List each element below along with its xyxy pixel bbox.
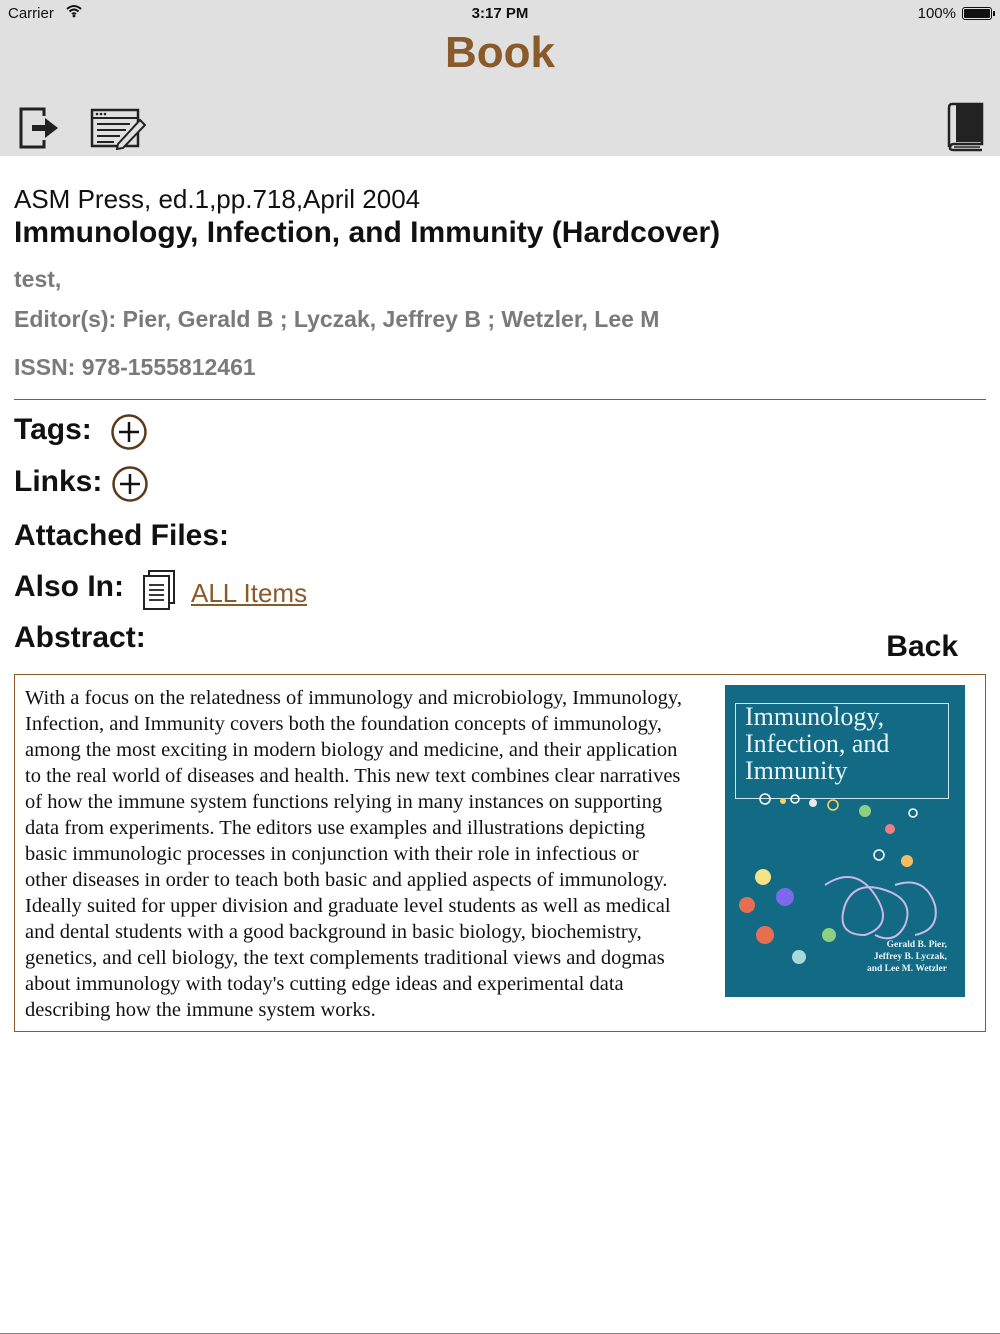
cover-title: Immunology, Infection, and Immunity bbox=[745, 702, 890, 785]
editors: Editor(s): Pier, Gerald B ; Lyczak, Jeffrey B ; Wetzler, Lee M bbox=[14, 306, 660, 332]
battery-percentage: 100% bbox=[917, 5, 956, 22]
book-title: Immunology, Infection, and Immunity (Hardcover) bbox=[14, 216, 721, 249]
divider bbox=[14, 399, 986, 400]
publication-info: ASM Press, ed.1,pp.718,April 2004 bbox=[14, 184, 421, 214]
cover-author-line: Jeffrey B. Lyczak, bbox=[873, 952, 947, 962]
back-button[interactable]: Back bbox=[886, 630, 958, 663]
document-icon bbox=[142, 569, 176, 611]
library-button[interactable] bbox=[946, 102, 986, 150]
abstract-panel bbox=[14, 674, 986, 1032]
cover-authors bbox=[867, 939, 947, 975]
also-in-label: Also In: bbox=[14, 570, 124, 603]
navigation-bar bbox=[0, 0, 1000, 156]
book-cover-image bbox=[725, 685, 965, 997]
links-label: Links: bbox=[14, 465, 103, 498]
all-items-link[interactable]: ALL Items bbox=[191, 578, 308, 608]
status-bar bbox=[0, 0, 1000, 28]
issn: ISSN: 978-1555812461 bbox=[14, 354, 256, 380]
abstract-text: With a focus on the relatedness of immunology and microbiology, Immunology, Infection, and Immunity covers both the foundation concepts of immunology, among the most exciting in modern biology and medicine, and their application to the real world of diseases and health. This new text combines clear narratives of how the immune system functions relying in many instances on supporting data from experiments. The editors use examples and illustrations depicting basic immunologic processes in conjunction with their role in infectious or other diseases in order to teach both basic and applied aspects of immunology. Ideally suited for upper division and graduate level students as well as medical and dental students with a good background in basic biology, biochemistry, genetics, and cell biology, the text complements traditional views and dogmas about immunology with today's cutting edge ideas and experimental data describing how the immune system works. bbox=[25, 687, 682, 1021]
export-button[interactable] bbox=[18, 106, 60, 154]
molecule-illustration bbox=[725, 785, 965, 965]
authors: test, bbox=[14, 266, 62, 292]
add-circle-icon bbox=[111, 414, 147, 450]
add-tag-button[interactable] bbox=[111, 414, 147, 450]
abstract-container bbox=[25, 685, 965, 1023]
add-circle-icon bbox=[112, 466, 148, 502]
battery-icon bbox=[962, 7, 992, 20]
attached-files-label: Attached Files: bbox=[14, 519, 230, 552]
tags-label: Tags: bbox=[14, 413, 92, 446]
cover-author-line: and Lee M. Wetzler bbox=[866, 964, 947, 974]
cover-author-line: Gerald B. Pier, bbox=[886, 940, 947, 950]
export-icon bbox=[18, 106, 60, 150]
add-link-button[interactable] bbox=[112, 466, 148, 502]
abstract-label: Abstract: bbox=[14, 621, 146, 654]
carrier-label: Carrier bbox=[8, 5, 54, 22]
clock: 3:17 PM bbox=[471, 5, 529, 22]
book-icon bbox=[946, 102, 986, 152]
page-title: Book bbox=[445, 28, 555, 77]
edit-notes-icon bbox=[90, 106, 146, 150]
notes-button[interactable] bbox=[90, 106, 146, 154]
